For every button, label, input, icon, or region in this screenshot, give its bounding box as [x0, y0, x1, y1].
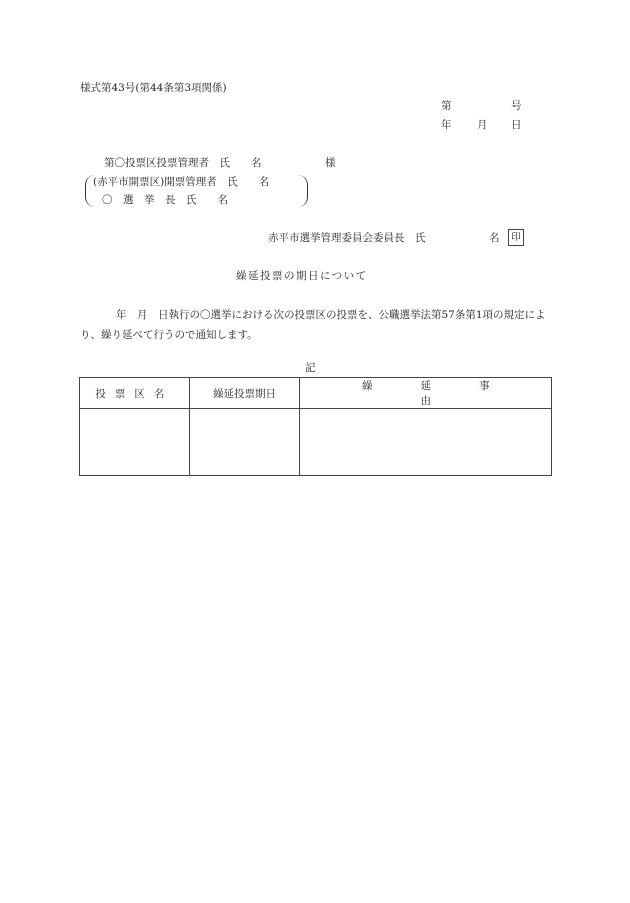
date-year: 年 [441, 119, 452, 131]
header-postponed-date: 繰延投票期日 [189, 378, 300, 409]
form-number: 様式第43号(第44条第3項関係) [80, 82, 227, 94]
right-parenthesis [297, 175, 308, 207]
body-paragraph [80, 305, 552, 345]
sender-name-label: 名 [489, 232, 500, 244]
addressee-polling-manager: 第〇投票区投票管理者 氏 名 [104, 157, 262, 169]
table-row [80, 409, 552, 476]
cell-polling-district [80, 409, 190, 476]
document-number-suffix: 号 [511, 100, 522, 112]
addressee-election-chief: 〇 選 挙 長 氏 名 [102, 194, 228, 206]
addressee-counting-manager: (赤平市開票区)開票管理者 氏 名 [93, 176, 270, 188]
sender-title: 赤平市選挙管理委員会委員長 氏 [268, 232, 426, 244]
cell-postponement-reason [300, 409, 552, 476]
document-title: 繰延投票の期日について [236, 270, 368, 282]
date-day: 日 [511, 119, 522, 131]
postponement-table [79, 377, 552, 476]
seal-stamp: 印 [508, 229, 524, 246]
record-label: 記 [305, 362, 316, 374]
document-number-prefix: 第 [441, 100, 452, 112]
cell-postponed-date [189, 409, 300, 476]
body-text: 年 月 日執行の〇選挙における次の投票区の投票を、公職選挙法第57条第1項の規定により、繰り延べて行うので通知します。 [80, 309, 546, 341]
date-month: 月 [477, 119, 488, 131]
header-polling-district: 投票区名 [80, 378, 190, 409]
addressee-honorific: 様 [325, 157, 336, 169]
header-postponement-reason: 繰延事由 [300, 378, 552, 409]
